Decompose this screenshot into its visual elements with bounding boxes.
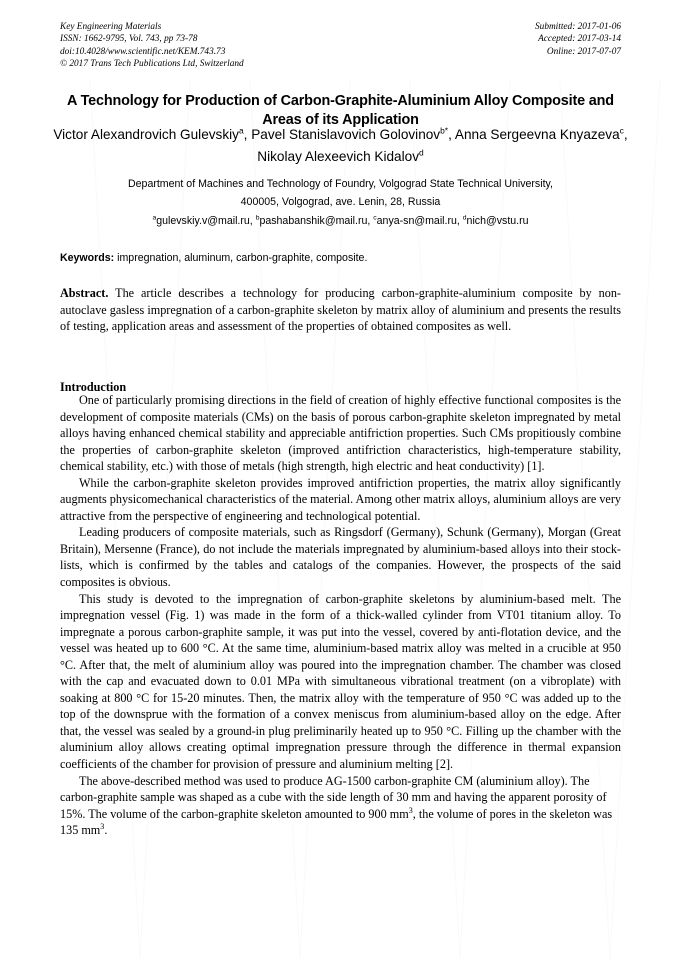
affiliation-line-2: 400005, Volgograd, ave. Lenin, 28, Russia (240, 196, 441, 208)
author-emails: $^a$gulevskiy.v@mail.ru, $^b$pashabanshik@mail.ru, $^c$anya-sn@mail.ru, $^d$nich@vstu.ru (152, 214, 529, 227)
paper-title: A Technology for Production of Carbon-Graphite-Aluminium Alloy Composite and Areas of its Application (67, 92, 614, 128)
journal-copyright: © 2017 Trans Tech Publications Ltd, Switzerland (60, 59, 244, 70)
abstract-label: Abstract. (60, 286, 109, 300)
journal-name: Key Engineering Materials (60, 22, 162, 32)
abstract-block (60, 285, 621, 335)
accepted-date: Accepted: 2017-03-14 (538, 34, 621, 45)
section-heading-introduction: Introduction (60, 380, 127, 395)
introduction-body (60, 392, 621, 839)
body-paragraph: While the carbon-graphite skeleton provides improved antifriction properties, the matrix alloy significantly augments physicomechanical characteristics of the material. Among other matrix alloys, aluminium alloys are very attractive from the perspective of engineering and technological potential. (60, 475, 621, 523)
journal-header (60, 21, 621, 71)
keywords-line (60, 251, 621, 265)
body-paragraph: The above-described method was used to produce AG-1500 carbon-graphite CM (aluminium alloy). The carbon-graphite sample was shaped as a cube with the side length of 30 mm and having the apparent porosity of 15%. The volume of the carbon-graphite skeleton amounted to 900 $mm^3$, the volume of pores in the skeleton was 135 $mm^3$. (60, 773, 613, 838)
body-paragraph: This study is devoted to the impregnation of carbon-graphite skeletons by aluminium-based melt. The impregnation vessel (Fig. 1) was made in the form of a thick-walled cylinder from VT01 titanium alloy. To impregnate a porous carbon-graphite sample, it was put into the vessel, covered by anti-flotation device, and the vessel was heated up to 600 °C. At the same time, aluminium-based matrix alloy was melted in a crucible at 950 °C. After that, the melt of aluminium alloy was poured into the impregnation chamber. The chamber was closed with the cap and evacuated down to 0.01 MPa with simultaneous vibrational treatment (on a vibroplate) with soaking at 800 °C for 15-20 minutes. Then, the matrix alloy with the temperature of 950 °C was added up to the top of the downsprue with the formation of a convex meniscus from aluminium-based alloy on the edge. After that, the vessel was sealed by a ground-in plug preliminarily heated up to 950 °C. Filling up the chamber with the aluminium alloy allows creating optimal impregnation pressure through the difference in thermal expansion coefficients of the chamber for provision of pressure and aluminium melting [2]. (60, 591, 621, 772)
body-paragraph: One of particularly promising directions in the field of creation of highly effective functional composites is the development of composite materials (CMs) on the basis of porous carbon-graphite skeleton impregnated by metal alloys having enhanced chemical stability and appreciable antifriction properties. Such CMs propitiously combine the properties of carbon-graphite skeleton (improved antifriction characteristics, high-temperature stability, chemical stability, etc.) with those of metals (high strength, high electric and heat conductivity) [1]. (60, 393, 621, 474)
online-date: Online: 2017-07-07 (546, 46, 621, 57)
body-paragraph: Leading producers of composite materials, such as Ringsdorf (Germany), Schunk (Germany), Morgan (Great Britain), Mersenne (France), do not include the materials impregnated by aluminium-based alloys into their stock-lists, which is confirmed by the tables and catalogs of the companies. However, the prospects of the said composites is obvious. (60, 525, 621, 590)
publication-dates (535, 21, 621, 58)
abstract-text: The article describes a technology for producing carbon-graphite-aluminium composite by non-autoclave gasless impregnation of a carbon-graphite skeleton by matrix alloy of aluminium and presents the results of testing, application areas and assessment of the properties of obtained composites as well. (60, 286, 621, 334)
journal-identification (60, 21, 244, 71)
journal-issn: ISSN: 1662-9795, Vol. 743, pp 73-78 (60, 34, 198, 45)
affiliation-line-1: Department of Machines and Technology of Foundry, Volgograd State Technical University, (128, 178, 553, 190)
journal-doi: doi:10.4028/www.scientific.net/KEM.743.73 (60, 46, 226, 57)
keywords-label: Keywords: (60, 252, 115, 264)
affiliation (55, 175, 626, 211)
submitted-date: Submitted: 2017-01-06 (535, 22, 621, 32)
keywords-value: impregnation, aluminum, carbon-graphite, composite. (117, 252, 368, 264)
author-list: Victor Alexandrovich Gulevskiy$^a$, Pavel Stanislavovich Golovinov$^{b*}$, Anna Sergeevna Knyazeva$^c$, Nikolay Alexeevich Kidalov$^d$ (53, 125, 628, 164)
